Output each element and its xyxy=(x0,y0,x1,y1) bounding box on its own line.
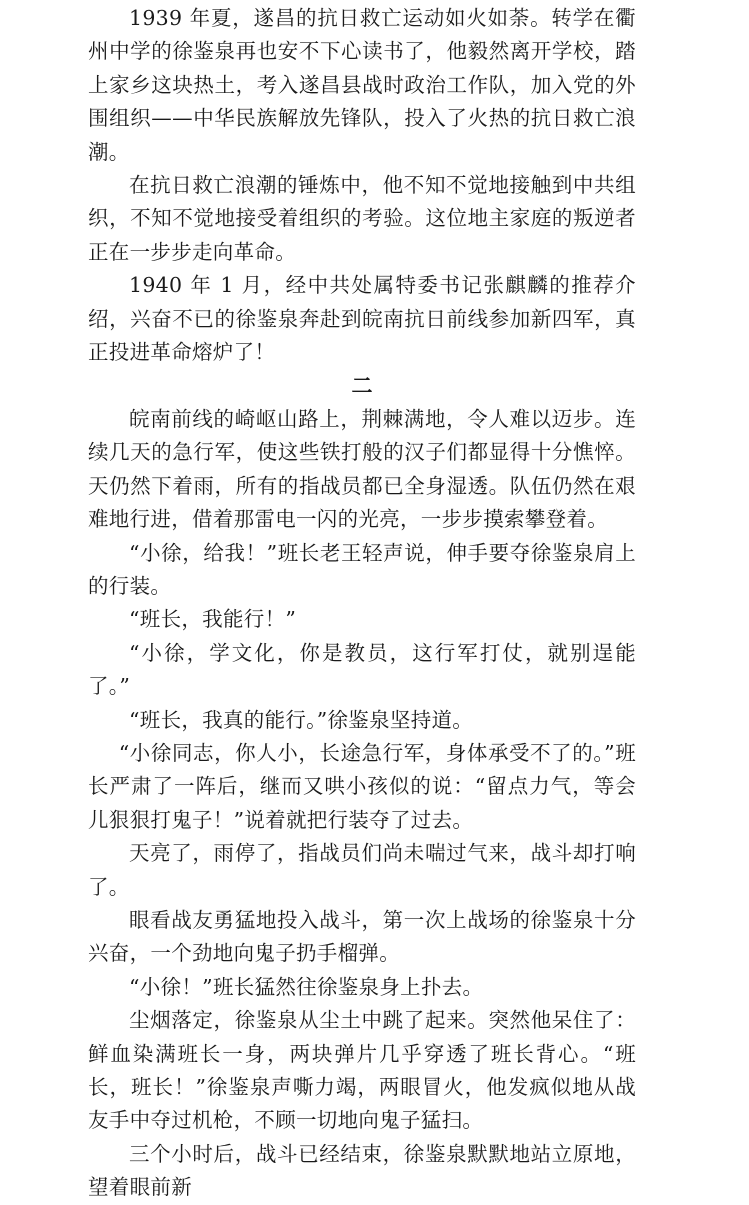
paragraph: 眼看战友勇猛地投入战斗，第一次上战场的徐鉴泉十分兴奋，一个劲地向鬼子扔手榴弹。 xyxy=(88,907,636,966)
paragraph: 皖南前线的崎岖山路上，荆棘满地，令人难以迈步。连续几天的急行军，使这些铁打般的汉子们都显得十分憔悴。天仍然下着雨，所有的指战员都已全身湿透。队伍仍然在艰难地行进，借着那雷电一闪的光亮，一步步摸索攀登着。 xyxy=(88,406,636,532)
paragraph: 在抗日救亡浪潮的锤炼中，他不知不觉地接触到中共组织，不知不觉地接受着组织的考验。这位地主家庭的叛逆者正在一步步走向革命。 xyxy=(88,173,636,264)
dialogue-paragraph: “小徐，学文化，你是教员，这行军打仗，就别逞能了。” xyxy=(88,640,636,699)
dialogue-paragraph: “班长，我能行！” xyxy=(129,607,297,632)
dialogue-paragraph: “小徐，给我！”班长老王轻声说，伸手要夺徐鉴泉肩上的行装。 xyxy=(88,540,636,598)
paragraph: 1939 年夏，遂昌的抗日救亡运动如火如荼。转学在衢州中学的徐鉴泉再也安不下心读书了，他毅然离开学校，踏上家乡这块热土，考入遂昌县战时政治工作队，加入党的外围组织——中华民族解放先锋队，投入了火热的抗日救亡浪潮。 xyxy=(88,6,636,164)
paragraph: 1940 年 1 月，经中共处属特委书记张麒麟的推荐介绍，兴奋不已的徐鉴泉奔赴到皖南抗日前线参加新四军，真正投进革命熔炉了！ xyxy=(88,273,636,365)
article-body xyxy=(88,2,636,1205)
dialogue-paragraph: “小徐同志，你人小，长途急行军，身体承受不了的。”班长严肃了一阵后，继而又哄小孩似的说：“留点力气，等会儿狠狠打鬼子！”说着就把行装夺了过去。 xyxy=(88,740,636,832)
dialogue-paragraph: “班长，我真的能行。”徐鉴泉坚持道。 xyxy=(129,707,474,732)
paragraph: 天亮了，雨停了，指战员们尚未喘过气来，战斗却打响了。 xyxy=(88,841,636,899)
section-heading: 二 xyxy=(351,373,373,399)
paragraph: 尘烟落定，徐鉴泉从尘土中跳了起来。突然他呆住了：鲜血染满班长一身，两块弹片几乎穿透了班长背心。“班长，班长！”徐鉴泉声嘶力竭，两眼冒火，他发疯似地从战友手中夺过机枪，不顾一切地向鬼子猛扫。 xyxy=(88,1008,636,1133)
dialogue-paragraph: “小徐！”班长猛然往徐鉴泉身上扑去。 xyxy=(129,974,484,999)
paragraph: 三个小时后，战斗已经结束，徐鉴泉默默地站立原地，望着眼前新 xyxy=(88,1141,636,1200)
